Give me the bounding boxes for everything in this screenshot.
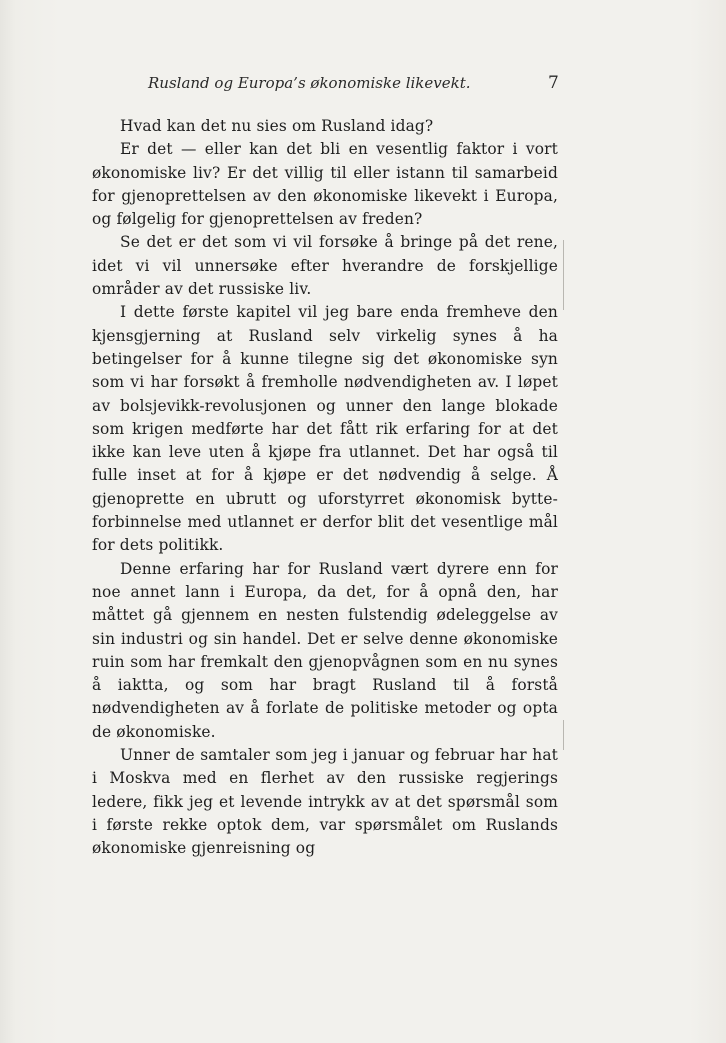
scan-edge-mark (563, 240, 564, 310)
paragraph-4: I dette første kapitel vil jeg bare enda fremheve den kjensgjerning at Rusland selv virkelig synes å ha betingelser for å kunne tilegne sig det økonomiske syn som vi har forsøkt å fremholle nødvendigheten av. I løpet av bolsjevikk-revolusjonen og unner den lange blokade som krigen medførte har det fått rik erfaring for at det ikke kan leve uten å kjøpe fra utlannet. Det har også til fulle inset at for å kjøpe er det nødvendig å selge. Å gjenoprette en ubrutt og uforstyrret økonomisk bytte-forbinnelse med utlannet er derfor blit det vesentlige mål for dets politikk. (92, 303, 558, 555)
paragraph-3: Se det er det som vi vil forsøke å bringe på det rene, idet vi vil unnersøke efter hverandre de forskjellige områder av det russiske liv. (92, 233, 558, 299)
paragraph-6: Unner de samtaler som jeg i januar og februar har hat i Moskva med en flerhet av den russiske regjerings ledere, fikk jeg et levende intrykk av at det spørsmål som i første rekke optok dem, var spørsmålet om Ruslands økonomiske gjenreisning og (92, 746, 558, 858)
page-number: 7 (548, 73, 559, 93)
paragraph-5: Denne erfaring har for Rusland vært dyrere enn for noe annet lann i Europa, da det, for å opnå den, har måttet gå gjennem en nesten fulstendig ødeleggelse av sin industri og sin handel. Det er selve denne økonomiske ruin som har fremkalt den gjenopvågnen som en nu synes å iaktta, og som har bragt Rusland til å forstå nødvendigheten av å forlate de politiske metoder og opta de økonomiske. (92, 559, 558, 741)
paragraph-1: Hvad kan det nu sies om Rusland idag? (120, 117, 434, 135)
paragraph-2: Er det — eller kan det bli en vesentlig faktor i vort økonomiske liv? Er det villig til eller istann til samarbeid for gjenoprettelsen av den økonomiske likevekt i Europa, og følgelig for gjenoprettelsen av freden? (92, 140, 558, 229)
scan-edge-mark (563, 720, 564, 750)
running-head-title: Rusland og Europa’s økonomiske likevekt. (148, 74, 471, 92)
body-text (92, 115, 558, 861)
